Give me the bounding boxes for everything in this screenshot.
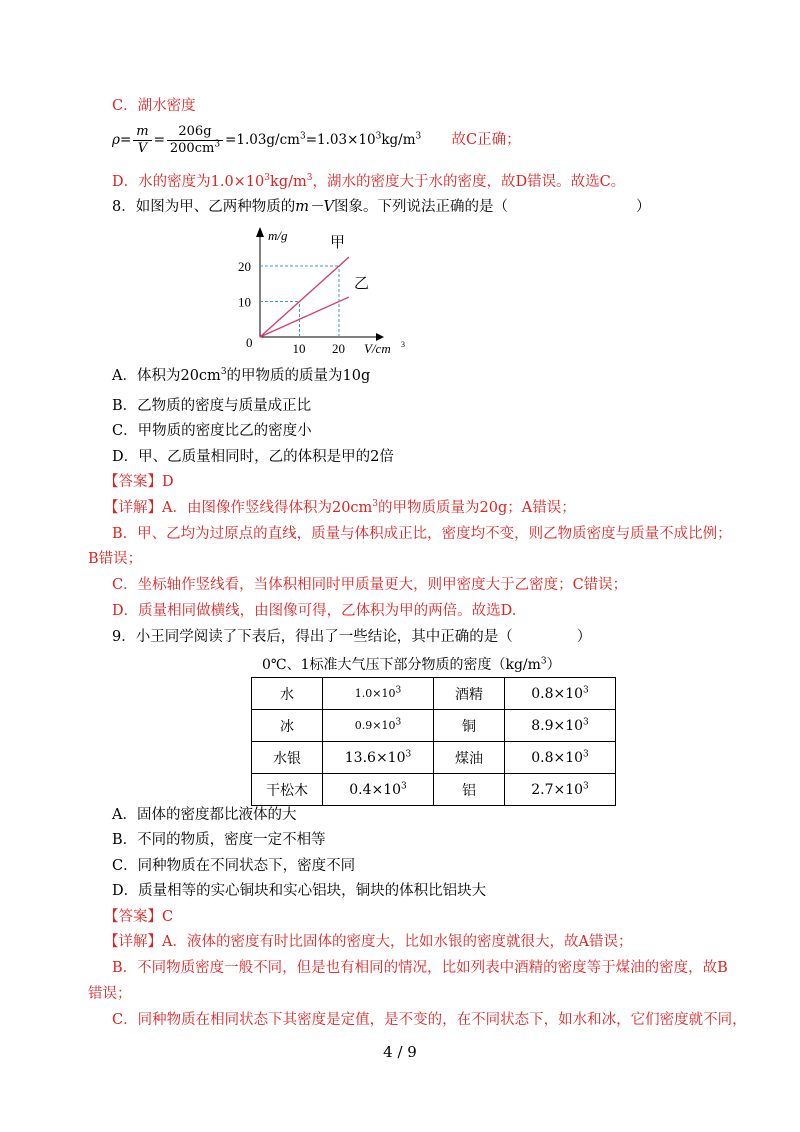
- q8-explain-d: D．质量相同做横线，由图像可得，乙体积为甲的两倍。故选D.: [112, 603, 517, 619]
- table-row: [252, 742, 616, 774]
- page-number: 4 / 9: [383, 1043, 417, 1061]
- substance-cell: 铜: [434, 710, 505, 742]
- substance-cell: 煤油: [434, 742, 505, 774]
- q8-option-c: C．甲物质的密度比乙的密度小: [112, 423, 312, 439]
- data-lines: [260, 257, 349, 337]
- density-cell: $1.0\times 10^3$: [323, 678, 434, 710]
- q8-option-d: D．甲、乙质量相同时，乙的体积是甲的2倍: [112, 449, 394, 465]
- q9-option-b: B．不同的物质，密度一定不相等: [112, 832, 326, 848]
- x-axis-label: V/cm: [364, 341, 391, 356]
- density-cell: $0.9\times 10^3$: [323, 710, 434, 742]
- q8-option-b: B．乙物质的密度与质量成正比: [112, 398, 312, 414]
- density-cell: $0.8\times 10^3$: [505, 742, 616, 774]
- q9-option-d: D．质量相等的实心铜块和实心铝块，铜块的体积比铝块大: [112, 883, 487, 899]
- q9-option-a: A．固体的密度都比液体的大: [112, 807, 297, 823]
- q9-explain-a: 【详解】A．液体的密度有时比固体的密度大，比如水银的密度就很大，故A错误；: [104, 934, 633, 950]
- table-row: [252, 710, 616, 742]
- x-axis-label-exponent: 3: [401, 340, 405, 349]
- q8-explain-a: 【详解】A．由图像作竖线得体积为$20cm^3$的甲物质质量为20g；A错误；: [104, 499, 576, 516]
- q7-option-d-explain: D．水的密度为$1.0\times 10^3kg/m^3$，湖水的密度大于水的密度，故D错误。故选C。: [112, 173, 626, 190]
- q8-explain-b-cont: B错误；: [88, 551, 143, 567]
- line-jia: [260, 257, 349, 337]
- origin-label: 0: [246, 335, 253, 350]
- line-label-jia: 甲: [330, 233, 346, 251]
- table-row: [252, 774, 616, 806]
- substance-cell: 水银: [252, 742, 323, 774]
- q8-answer: 【答案】D: [104, 474, 174, 490]
- y-tick-label: 20: [238, 259, 251, 274]
- density-cell: $8.9\times 10^3$: [505, 710, 616, 742]
- line-yi: [260, 297, 349, 337]
- substance-cell: 干松木: [252, 774, 323, 806]
- density-cell: $0.4\times 10^3$: [323, 774, 434, 806]
- substance-cell: 冰: [252, 710, 323, 742]
- line-label-yi: 乙: [354, 274, 370, 292]
- density-formula: ρ= $\frac{m}{V}$ = $\frac{206g}{200cm^3}$ $=1.03g/cm^3=1.03\times 10^3kg/m^3$ 故C正确；: [112, 124, 521, 156]
- x-tick-label: 20: [332, 341, 345, 356]
- density-cell: $13.6\times 10^3$: [323, 742, 434, 774]
- substance-cell: 水: [252, 678, 323, 710]
- density-cell: $2.7\times 10^3$: [505, 774, 616, 806]
- q9-explain-b-cont: 错误；: [88, 986, 132, 1002]
- density-cell: $0.8\times 10^3$: [505, 678, 616, 710]
- table-caption: 0℃、1标准大气压下部分物质的密度$(kg/m^3)$: [262, 656, 561, 673]
- q8-explain-c: C．坐标轴作竖线看，当体积相同时甲质量更大，则甲密度大于乙密度；C错误；: [112, 577, 628, 593]
- table-row: [252, 678, 616, 710]
- q9-explain-c: C．同种物质在相同状态下其密度是定值，是不变的，在不同状态下，如水和冰，它们密度就不同，: [112, 1012, 747, 1028]
- substance-cell: 酒精: [434, 678, 505, 710]
- q9-stem: 9．小王同学阅读了下表后，得出了一些结论，其中正确的是（ ）: [112, 629, 592, 645]
- q8-option-a: A．体积为$20cm^3$的甲物质的质量为10g: [112, 367, 371, 384]
- tick-labels: [238, 259, 345, 356]
- q7-option-c-label: C．湖水密度: [112, 98, 196, 114]
- density-table: [251, 677, 616, 806]
- q9-answer: 【答案】C: [104, 909, 174, 925]
- m-v-graph: [238, 225, 418, 357]
- substance-cell: 铝: [434, 774, 505, 806]
- q8-explain-b: B．甲、乙均为过原点的直线，质量与体积成正比，密度均不变，则乙物质密度与质量不成比例；: [112, 526, 732, 542]
- x-axis-arrow: [376, 333, 384, 341]
- y-tick-label: 10: [238, 294, 251, 310]
- q9-option-c: C．同种物质在不同状态下，密度不同: [112, 858, 356, 874]
- y-axis-arrow: [256, 227, 264, 237]
- x-tick-label: 10: [292, 341, 306, 356]
- q9-explain-b: B．不同物质密度一般不同，但是也有相同的情况，比如列表中酒精的密度等于煤油的密度，故B: [112, 960, 728, 976]
- y-axis-label: m/g: [268, 228, 288, 243]
- q8-stem: 8．如图为甲、乙两种物质的m－V图象。下列说法正确的是（ ）: [112, 199, 651, 215]
- formula-conclusion: 故C正确；: [451, 132, 521, 148]
